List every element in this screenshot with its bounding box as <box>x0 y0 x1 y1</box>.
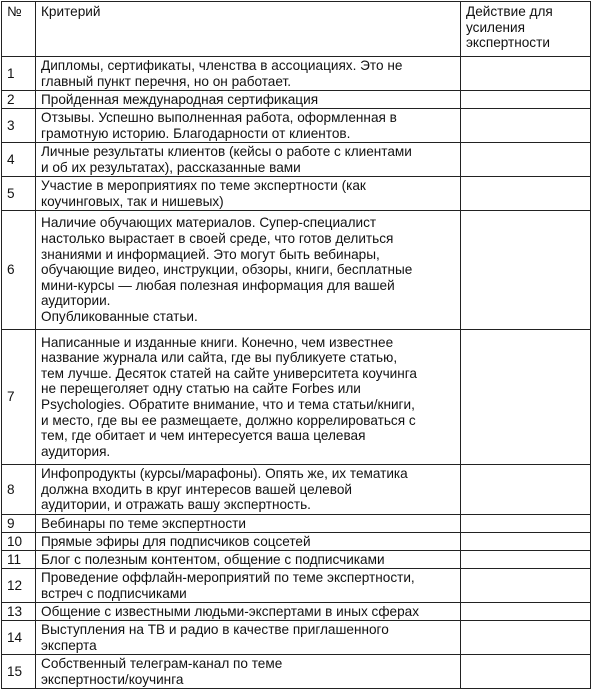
header-criterion: Критерий <box>36 2 461 57</box>
action-cell[interactable] <box>461 551 591 569</box>
action-cell[interactable] <box>461 109 591 143</box>
header-action-line: Действие для <box>466 4 553 19</box>
row-number: 6 <box>2 211 36 330</box>
criterion-line: настолько вырастает в своей среде, что готов делиться <box>41 231 394 247</box>
criterion-line: мини-курсы — любая полезная информация для вашей <box>41 277 395 293</box>
table-body <box>2 57 591 689</box>
action-cell[interactable] <box>461 91 591 109</box>
table-row <box>2 569 591 603</box>
criterion-line: Инфопродукты (курсы/марафоны). Опять же, их тематика <box>41 466 408 482</box>
criterion-line: грамотную историю. Благодарности от клиентов. <box>41 125 351 141</box>
action-cell[interactable] <box>461 143 591 177</box>
action-cell[interactable] <box>461 603 591 621</box>
header-number: № <box>2 2 36 57</box>
table-row <box>2 465 591 515</box>
criterion-line: и место, где вы ее размещаете, должно коррелироваться с <box>41 412 416 428</box>
criterion-line: Psychologies. Обратите внимание, что и тема статьи/книги, <box>41 397 415 412</box>
criterion-line: Проведение оффлайн-мероприятий по теме экспертности, <box>41 569 415 585</box>
criterion-line: встреч с подписчиками <box>41 585 187 601</box>
criterion-line: и об их результатах), рассказанные вами <box>41 159 301 175</box>
row-number: 9 <box>2 515 36 533</box>
action-cell[interactable] <box>461 533 591 551</box>
criterion-line: не перещеголяет одну статью на сайте Forbes или <box>41 381 361 397</box>
table-row <box>2 551 591 569</box>
row-number: 11 <box>2 551 36 569</box>
criterion-cell <box>36 533 461 551</box>
row-number: 14 <box>2 621 36 655</box>
header-action-line: экспертности <box>466 35 550 51</box>
action-cell[interactable] <box>461 655 591 689</box>
table-row <box>2 177 591 211</box>
criterion-line: Отзывы. Успешно выполненная работа, оформленная в <box>41 109 397 125</box>
criteria-table <box>1 1 591 689</box>
criterion-line: Вебинары по теме экспертности <box>41 515 246 531</box>
row-number: 1 <box>2 57 36 91</box>
criterion-line: экспертности/коучинга <box>41 671 184 687</box>
table-row <box>2 655 591 689</box>
action-cell[interactable] <box>461 569 591 603</box>
criterion-line: эксперта <box>41 637 97 653</box>
criterion-line: должна входить в круг интересов вашей целевой <box>41 481 352 497</box>
row-number: 12 <box>2 569 36 603</box>
criterion-line: Общение с известными людьми-экспертами в иных сферах <box>41 603 420 619</box>
criterion-line: тем лучше. Десяток статей на сайте университета коучинга <box>41 365 417 381</box>
table-row <box>2 515 591 533</box>
criterion-cell <box>36 621 461 655</box>
header-action <box>461 2 591 57</box>
criterion-line: Собственный телеграм-канал по теме <box>41 655 283 671</box>
table-row <box>2 57 591 91</box>
criterion-line: Прямые эфиры для подписчиков соцсетей <box>41 533 311 549</box>
action-cell[interactable] <box>461 330 591 465</box>
criterion-line: обучающие видео, инструкции, обзоры, книги, бесплатные <box>41 262 413 278</box>
criterion-line: Выступления на ТВ и радио в качестве приглашенного <box>41 621 389 637</box>
table-row <box>2 91 591 109</box>
criterion-line: главный пункт перечня, но он работает. <box>41 73 291 89</box>
action-cell[interactable] <box>461 515 591 533</box>
criterion-line: Участие в мероприятиях по теме экспертности (как <box>41 177 366 193</box>
criterion-cell <box>36 177 461 211</box>
criterion-cell <box>36 569 461 603</box>
criterion-line: аудитории, и отражать вашу экспертность. <box>41 497 311 513</box>
table-row <box>2 603 591 621</box>
row-number: 15 <box>2 655 36 689</box>
table-row <box>2 211 591 330</box>
criterion-line: аудитории. <box>41 293 111 309</box>
criterion-line: знаниями и информацией. Это могут быть вебинары, <box>41 246 380 262</box>
row-number: 8 <box>2 465 36 515</box>
action-cell[interactable] <box>461 177 591 211</box>
criterion-cell <box>36 211 461 330</box>
criterion-cell <box>36 603 461 621</box>
criterion-line: название журнала или сайта, где вы публикуете статью, <box>41 350 398 366</box>
criterion-cell <box>36 109 461 143</box>
table-row <box>2 621 591 655</box>
table-row <box>2 330 591 465</box>
criterion-cell <box>36 91 461 109</box>
criterion-line: Написанные и изданные книги. Конечно, чем известнее <box>41 334 394 350</box>
criterion-line: коучинговых, так и нишевых) <box>41 193 224 209</box>
row-number: 2 <box>2 91 36 109</box>
criterion-line: Наличие обучающих материалов. Супер-специалист <box>41 215 377 231</box>
row-number: 3 <box>2 109 36 143</box>
criterion-cell <box>36 655 461 689</box>
header-row <box>2 2 591 57</box>
table-row <box>2 533 591 551</box>
action-cell[interactable] <box>461 465 591 515</box>
criterion-line: Личные результаты клиентов (кейсы о работе с клиентами <box>41 143 412 159</box>
criterion-cell <box>36 57 461 91</box>
action-cell[interactable] <box>461 211 591 330</box>
criterion-cell <box>36 465 461 515</box>
action-cell[interactable] <box>461 621 591 655</box>
row-number: 13 <box>2 603 36 621</box>
criterion-cell <box>36 515 461 533</box>
criterion-line: Блог с полезным контентом, общение с подписчиками <box>41 551 385 567</box>
criterion-line: Дипломы, сертификаты, членства в ассоциациях. Это не <box>41 57 403 73</box>
row-number: 10 <box>2 533 36 551</box>
table-row <box>2 109 591 143</box>
table-row <box>2 143 591 177</box>
criterion-line: тем, где обитает и чем интересуется ваша целевая <box>41 428 366 444</box>
criterion-line: Пройденная международная сертификация <box>41 91 319 107</box>
row-number: 7 <box>2 330 36 465</box>
criterion-cell <box>36 143 461 177</box>
criterion-cell <box>36 551 461 569</box>
action-cell[interactable] <box>461 57 591 91</box>
header-action-line: усиления <box>466 19 525 35</box>
criterion-line: аудитория. <box>41 443 111 459</box>
row-number: 5 <box>2 177 36 211</box>
criterion-line: Опубликованные статьи. <box>41 308 198 324</box>
criterion-cell <box>36 330 461 465</box>
row-number: 4 <box>2 143 36 177</box>
